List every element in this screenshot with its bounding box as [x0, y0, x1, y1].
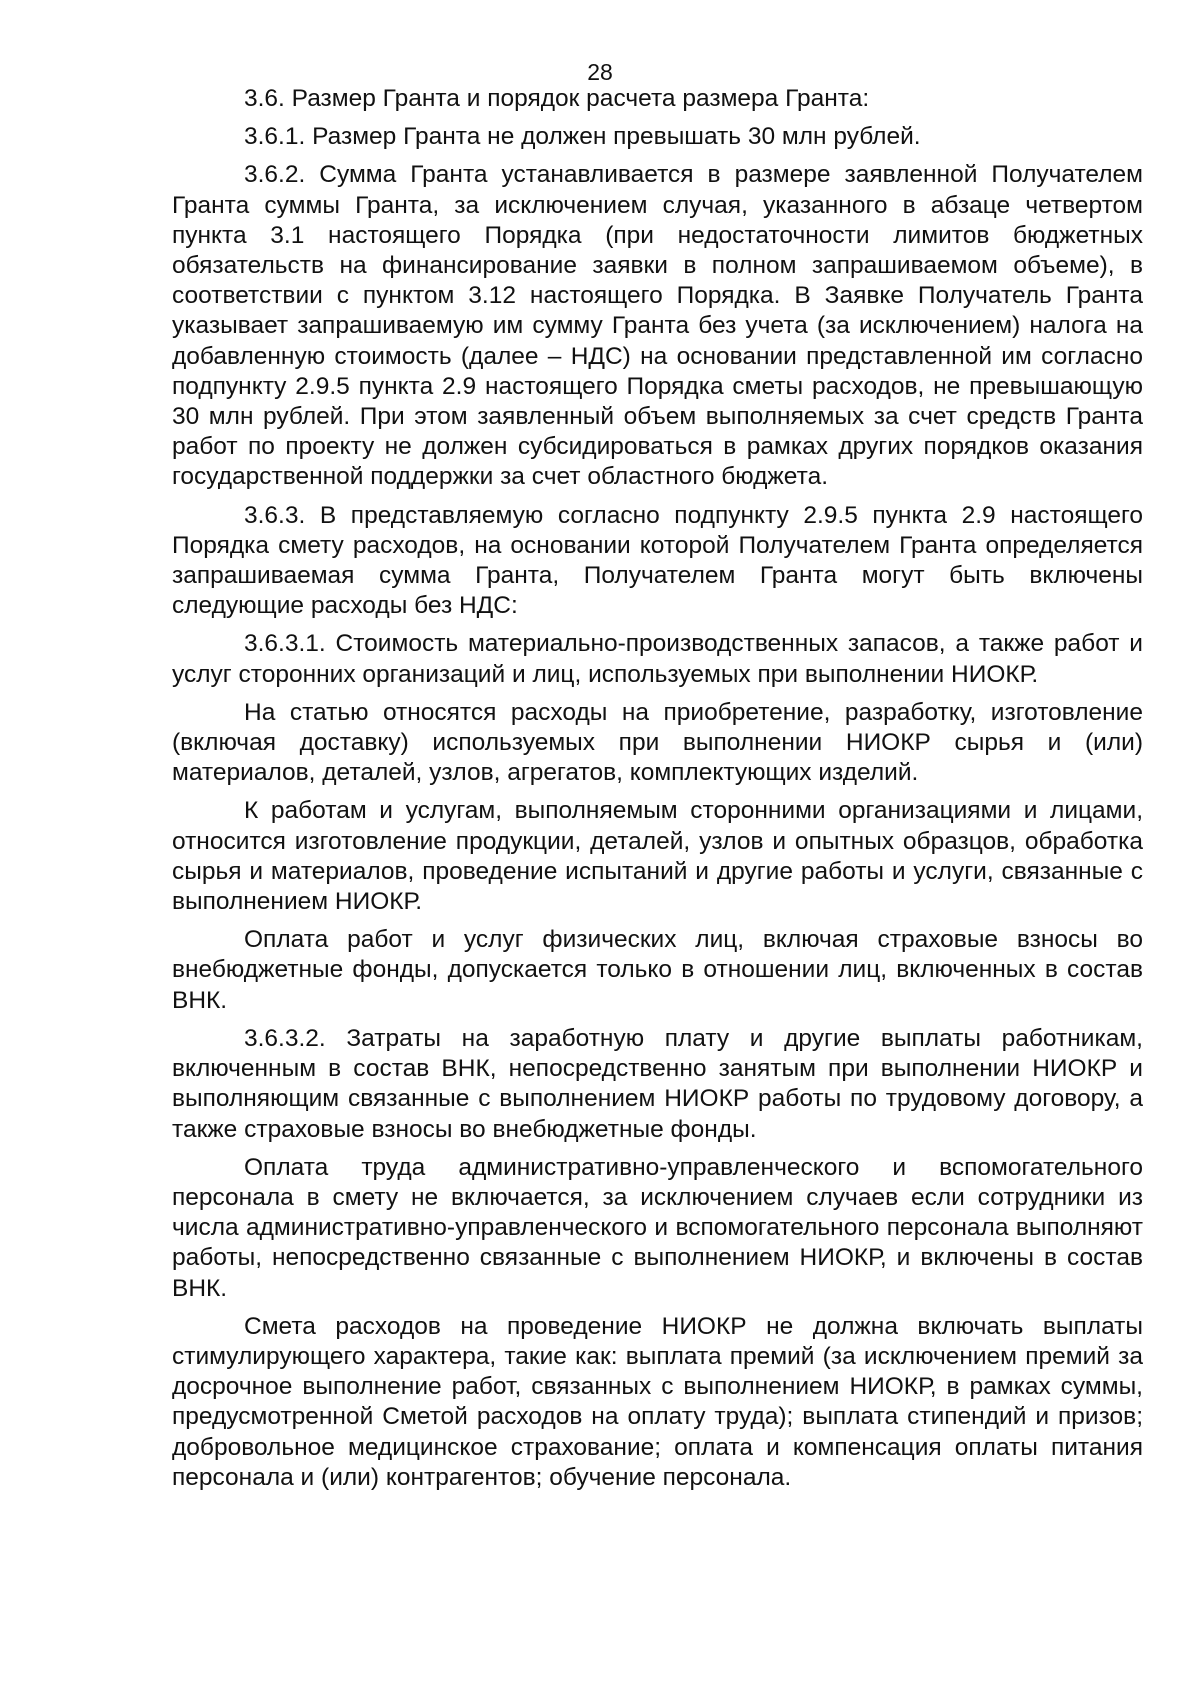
paragraph-materials: На статью относятся расходы на приобретение, разработку, изготовление (включая доставку) используемых при выполнении НИОКР сырья и (или) материалов, деталей, узлов, агрегатов, комплектующих изделий.: [172, 698, 1143, 787]
paragraph-3-6-1: 3.6.1. Размер Гранта не должен превышать 30 млн рублей.: [244, 123, 921, 151]
paragraph-3-6-2: 3.6.2. Сумма Гранта устанавливается в размере заявленной Получателем Гранта суммы Гранта, за исключением случая, указанного в абзаце четвертом пункта 3.1 настоящего Порядка (при недостаточности лимитов бюджетных обязательств на финансирование заявки в полном запрашиваемом объеме), в соответствии с пунктом 3.12 настоящего Порядка. В Заявке Получатель Гранта указывает запрашиваемую им сумму Гранта без учета (за исключением) налога на добавленную стоимость (далее – НДС) на основании представленной им согласно подпункту 2.9.5 пункта 2.9 настоящего Порядка сметы расходов, не превышающую 30 млн рублей. При этом заявленный объем выполняемых за счет средств Гранта работ по проекту не должен субсидироваться в рамках других порядков оказания государственной поддержки за счет областного бюджета.: [172, 161, 1143, 491]
paragraph-admin-staff: Оплата труда административно-управленческого и вспомогательного персонала в смету не включается, за исключением случаев если сотрудники из числа административно-управленческого и вспомогательного персонала выполняют работы, непосредственно связанные с выполнением НИОКР, и включены в состав ВНК.: [172, 1153, 1143, 1302]
paragraph-3-6-3-2: 3.6.3.2. Затраты на заработную плату и другие выплаты работникам, включенным в состав ВНК, непосредственно занятым при выполнении НИОКР и выполняющим связанные с выполнением НИОКР работы по трудовому договору, а также страховые взносы во внебюджетные фонды.: [172, 1024, 1143, 1143]
paragraph-3-6: 3.6. Размер Гранта и порядок расчета размера Гранта:: [244, 85, 870, 112]
paragraph-3-6-3-1: 3.6.3.1. Стоимость материально-производственных запасов, а также работ и услуг сторонних организаций и лиц, используемых при выполнении НИОКР.: [172, 630, 1143, 688]
document-body: [172, 84, 1143, 1501]
page-number: 28: [587, 59, 613, 85]
paragraph-incentive-payments: Смета расходов на проведение НИОКР не должна включать выплаты стимулирующего характера, такие как: выплата премий (за исключением премий за досрочное выполнение работ, связанных с выполнением НИОКР, в рамках суммы, предусмотренной Сметой расходов на оплату труда); выплата стипендий и призов; добровольное медицинское страхование; оплата и компенсация оплаты питания персонала и (или) контрагентов; обучение персонала.: [172, 1312, 1143, 1491]
paragraph-third-party-works: К работам и услугам, выполняемым сторонними организациями и лицами, относится изготовление продукции, деталей, узлов и опытных образцов, обработка сырья и материалов, проведение испытаний и другие работы и услуги, связанные с выполнением НИОКР.: [172, 797, 1143, 916]
paragraph-3-6-3: 3.6.3. В представляемую согласно подпункту 2.9.5 пункта 2.9 настоящего Порядка смету расходов, на основании которой Получателем Гранта определяется запрашиваемая сумма Гранта, Получателем Гранта могут быть включены следующие расходы без НДС:: [172, 501, 1143, 620]
paragraph-individuals-payment: Оплата работ и услуг физических лиц, включая страховые взносы во внебюджетные фонды, допускается только в отношении лиц, включенных в состав ВНК.: [172, 926, 1143, 1014]
